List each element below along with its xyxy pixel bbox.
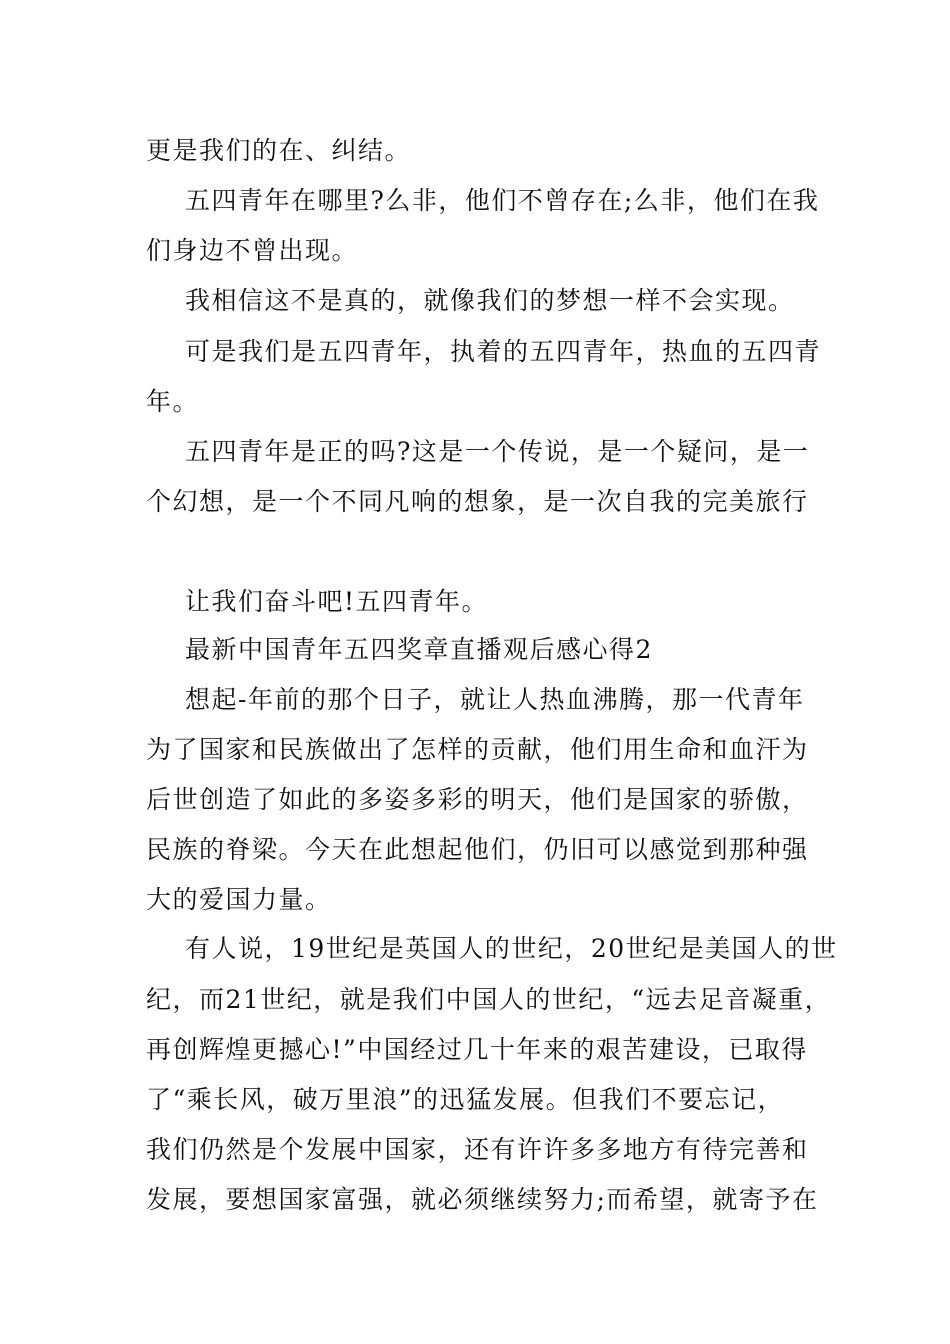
- text-line: 我们仍然是个发展中国家，还有许许多多地方有待完善和: [146, 1135, 809, 1164]
- text-line: 发展，要想国家富强，就必须继续努力;而希望，就寄予在: [146, 1185, 819, 1214]
- text-line: 更是我们的在、纠结。: [146, 136, 412, 165]
- text-line: 年。: [146, 387, 200, 416]
- text-line: 想起-年前的那个日子，就让人热血沸腾，那一代青年: [185, 685, 805, 714]
- text-line: 个幻想，是一个不同凡响的想象，是一次自我的完美旅行: [146, 487, 809, 516]
- text-line: 五四青年是正的吗?这是一个传说，是一个疑问，是一: [185, 437, 810, 466]
- text-line: 纪，而21世纪，就是我们中国人的世纪，“远去足音凝重，: [146, 985, 832, 1014]
- text-line: 后世创造了如此的多姿多彩的明天，他们是国家的骄傲，: [146, 785, 809, 814]
- text-line: 有人说，19世纪是英国人的世纪，20世纪是美国人的世: [185, 934, 838, 963]
- text-line: 民族的脊梁。今天在此想起他们，仍旧可以感觉到那种强: [146, 835, 809, 864]
- text-line: 大的爱国力量。: [146, 885, 332, 914]
- text-line: 再创辉煌更撼心!”中国经过几十年来的艰苦建设，已取得: [146, 1035, 808, 1064]
- section-heading: 最新中国青年五四奖章直播观后感心得2: [185, 635, 653, 664]
- text-line: 可是我们是五四青年，执着的五四青年，热血的五四青: [185, 337, 822, 366]
- text-line: 为了国家和民族做出了怎样的贡献，他们用生命和血汗为: [146, 735, 809, 764]
- text-line: 五四青年在哪里?么非，他们不曾存在;么非，他们在我: [185, 186, 820, 215]
- text-line: 我相信这不是真的，就像我们的梦想一样不会实现。: [185, 286, 795, 315]
- text-line: 让我们奋斗吧!五四青年。: [185, 587, 489, 616]
- text-line: 了“乘长风，破万里浪”的迅猛发展。但我们不要忘记，: [146, 1085, 785, 1114]
- text-line: 们身边不曾出现。: [146, 236, 359, 265]
